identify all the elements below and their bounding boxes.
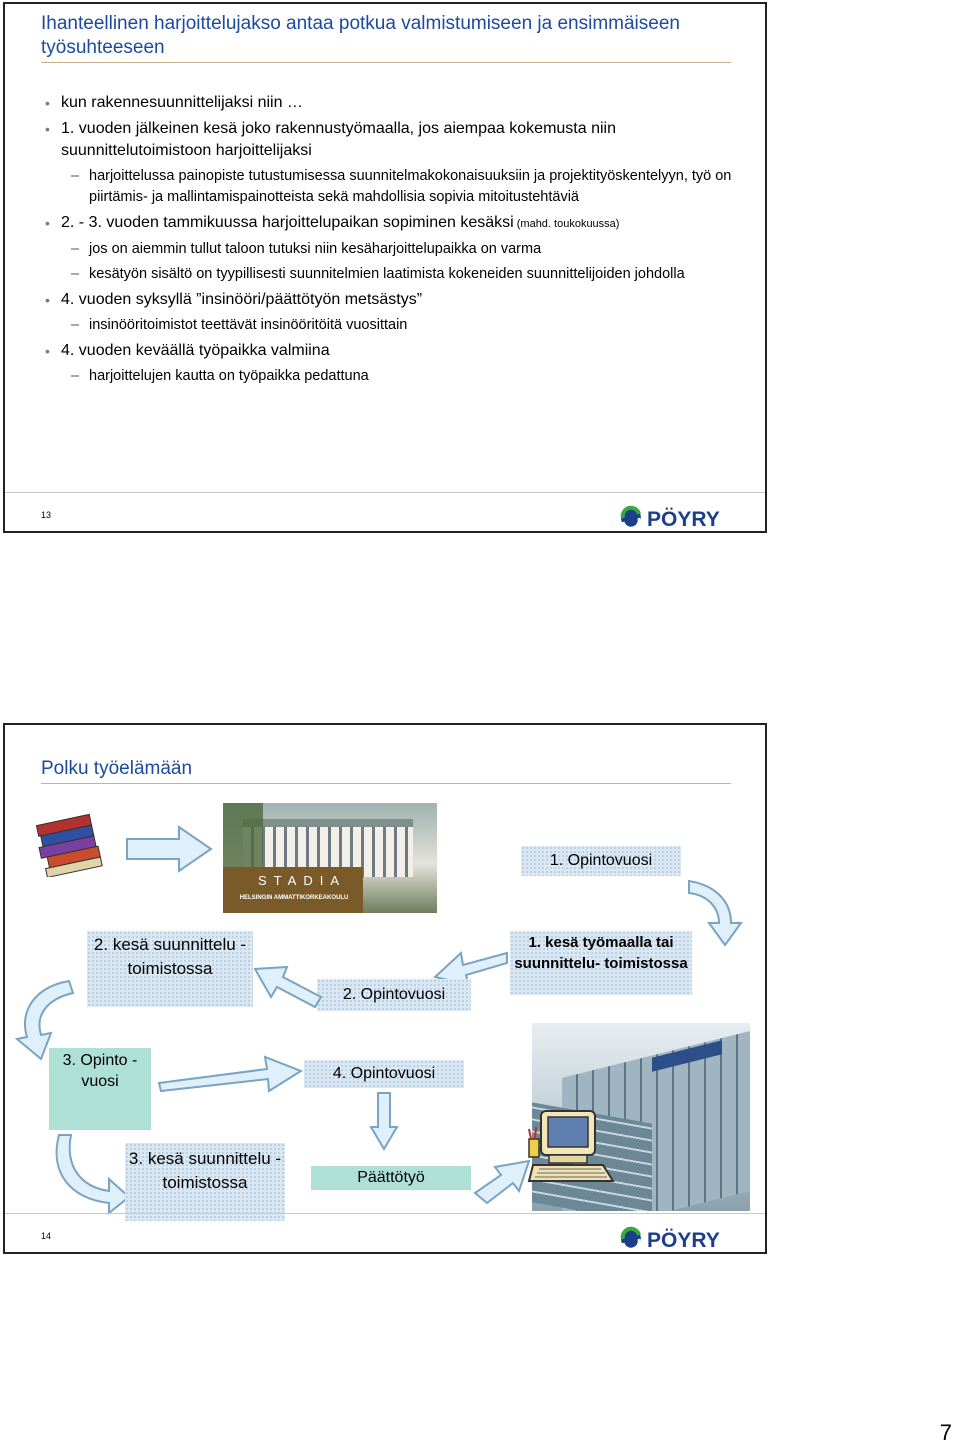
arrow-right-icon [473, 1155, 531, 1207]
arrow-right-icon [155, 1053, 303, 1093]
arrow-down-icon [369, 1091, 399, 1151]
box-year-3: 3. Opinto - vuosi [49, 1048, 151, 1130]
logo-text: PÖYRY [647, 1229, 720, 1252]
sub-bullet: – insinööritoimistot teettävät insinööritöitä vuosittain [71, 317, 408, 333]
stadia-logo: STADIA [258, 873, 346, 888]
curved-arrow-down-icon [685, 875, 745, 947]
box-year-1: 1. Opintovuosi [521, 846, 681, 876]
sub-bullet: – harjoittelussa painopiste tutustumisessa suunnitelmakokonaisuuksiin ja projektityöskentelyyn, työ on piirtämis- ja mallintamispainotteista sekä mahdollisia sopivia mitoitustehtäviä [71, 168, 732, 205]
stadia-building-photo [223, 803, 437, 913]
books-icon [33, 811, 107, 877]
footer-rule [5, 492, 765, 493]
slide-content [41, 92, 761, 391]
title-rule [41, 62, 731, 63]
poyry-logo [619, 1225, 759, 1253]
logo-text: PÖYRY [647, 508, 720, 531]
box-summer-1: 1. kesä työmaalla tai suunnittelu- toimistossa [510, 931, 692, 995]
box-year-2: 2. Opintovuosi [317, 979, 471, 1011]
sub-bullet: – kesätyön sisältö on tyypillisesti suunnitelmien laatimista kokeneiden suunnittelijoiden johdolla [71, 266, 685, 282]
box-thesis: Päättötyö [311, 1166, 471, 1190]
curved-arrow-down-right-icon [45, 1133, 131, 1215]
bullet: • kun rakennesuunnittelijaksi niin … [41, 92, 761, 114]
sub-bullet: – jos on aiemmin tullut taloon tutuksi niin kesäharjoittelupaikka on varma [71, 241, 542, 257]
poyry-logo [619, 504, 759, 532]
title-rule [41, 783, 731, 784]
slide-14 [3, 723, 767, 1254]
slide-title: Polku työelämään [41, 758, 193, 779]
document-page-number: 7 [939, 1420, 952, 1445]
box-year-4: 4. Opintovuosi [304, 1060, 464, 1088]
bullet: • 2. - 3. vuoden tammikuussa harjoittelupaikan sopiminen kesäksi (mahd. toukokuussa) [41, 212, 761, 235]
arrow-up-left-icon [253, 953, 323, 1009]
arrow-right-icon [125, 825, 213, 873]
box-summer-3: 3. kesä suunnittelu - toimistossa [125, 1143, 285, 1221]
computer-icon [527, 1105, 617, 1189]
sub-bullet: – harjoittelujen kautta on työpaikka pedattuna [71, 368, 369, 384]
slide-page-number: 14 [41, 1231, 52, 1241]
box-summer-2: 2. kesä suunnittelu - toimistossa [87, 931, 253, 1007]
footer-rule [5, 1213, 765, 1214]
stadia-subtitle: HELSINGIN AMMATTIKORKEAKOULU [239, 895, 349, 901]
bullet: • 1. vuoden jälkeinen kesä joko rakennustyömaalla, jos aiempaa kokemusta niin suunnittelutoimistoon harjoittelijaksi [41, 118, 761, 162]
slide-page-number: 13 [41, 510, 52, 520]
bullet: • 4. vuoden keväällä työpaikka valmiina [41, 340, 761, 362]
slide-13 [3, 2, 767, 533]
bullet: • 4. vuoden syksyllä ”insinööri/päättötyön metsästys” [41, 289, 761, 311]
slide-title: Ihanteellinen harjoittelujakso antaa potkua valmistumiseen ja ensimmäiseen työsuhteeseen [41, 13, 680, 58]
